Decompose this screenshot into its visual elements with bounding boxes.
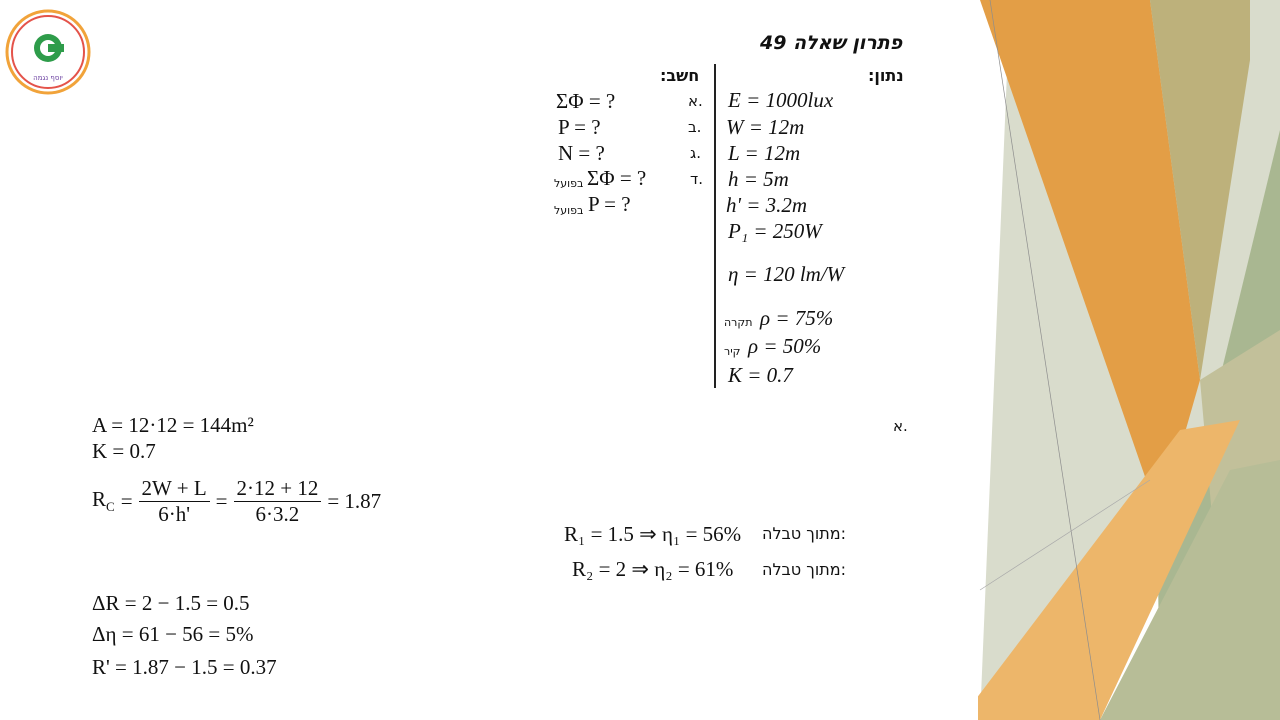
table-row-1: R₁ = 1.5 ⇒ η₁ = 56% bbox=[564, 522, 742, 546]
find-header: חשב: bbox=[660, 66, 700, 85]
k-value: K = 0.7 bbox=[92, 439, 156, 463]
rc-fraction-1: $\frac{2W + L}{6\cdot h'}$ bbox=[139, 476, 210, 527]
find-letter: ג. bbox=[690, 144, 701, 162]
delta-eta: Δη = 61 − 56 = 5% bbox=[92, 622, 254, 646]
table-label-1: מתוך טבלה: bbox=[762, 524, 846, 543]
page-title: פתרון שאלה 49 bbox=[760, 32, 903, 54]
find-sub: בפועל bbox=[554, 204, 584, 217]
part-a-label: א. bbox=[893, 417, 908, 435]
find-item: ΣΦ = ? bbox=[556, 89, 616, 113]
rc-formula: $R_C$ = $\frac{2W + L}{6\cdot h'}$ = $\frac{2\cdot 12 + 12}{6\cdot 3.2}$ = 1.87 bbox=[92, 476, 382, 526]
rc-symbol: $R_C$ bbox=[92, 487, 115, 515]
find-letter: ד. bbox=[690, 170, 703, 188]
given-item: E = 1000lux bbox=[728, 88, 834, 112]
given-sub-ceiling: תקרה bbox=[724, 316, 753, 329]
find-sub: בפועל bbox=[554, 177, 584, 190]
table-label-2: מתוך טבלה: bbox=[762, 560, 846, 579]
rc-prime: R' = 1.87 − 1.5 = 0.37 bbox=[92, 655, 277, 679]
given-item: L = 12m bbox=[728, 141, 801, 165]
find-letter: ב. bbox=[688, 118, 702, 136]
area-calc: A = 12·12 = 144m² bbox=[92, 413, 254, 437]
given-item: ρ = 50% bbox=[748, 334, 822, 358]
delta-rc: ΔR = 2 − 1.5 = 0.5 bbox=[92, 591, 250, 615]
table-row-2: R₂ = 2 ⇒ η₂ = 61% bbox=[572, 557, 734, 581]
find-item: P = ? bbox=[558, 115, 601, 139]
logo-icon bbox=[4, 8, 92, 96]
svg-text:יוסף נגמה: יוסף נגמה bbox=[33, 74, 63, 82]
find-item: N = ? bbox=[558, 141, 605, 165]
column-divider bbox=[714, 64, 716, 388]
find-letter: א. bbox=[688, 92, 703, 110]
given-item: h = 5m bbox=[728, 167, 789, 191]
find-item: P = ? bbox=[588, 192, 631, 216]
given-item: P₁ = 250W bbox=[728, 219, 822, 243]
given-item: η = 120 lm/W bbox=[728, 262, 845, 286]
given-item: K = 0.7 bbox=[728, 363, 793, 387]
given-item: ρ = 75% bbox=[760, 306, 834, 330]
given-sub-wall: קיר bbox=[724, 345, 741, 358]
rc-fraction-2: $\frac{2\cdot 12 + 12}{6\cdot 3.2}$ bbox=[234, 476, 322, 527]
given-item: h' = 3.2m bbox=[726, 193, 808, 217]
find-item: ΣΦ = ? bbox=[587, 166, 647, 190]
given-item: W = 12m bbox=[726, 115, 805, 139]
given-header: נתון: bbox=[868, 66, 904, 85]
